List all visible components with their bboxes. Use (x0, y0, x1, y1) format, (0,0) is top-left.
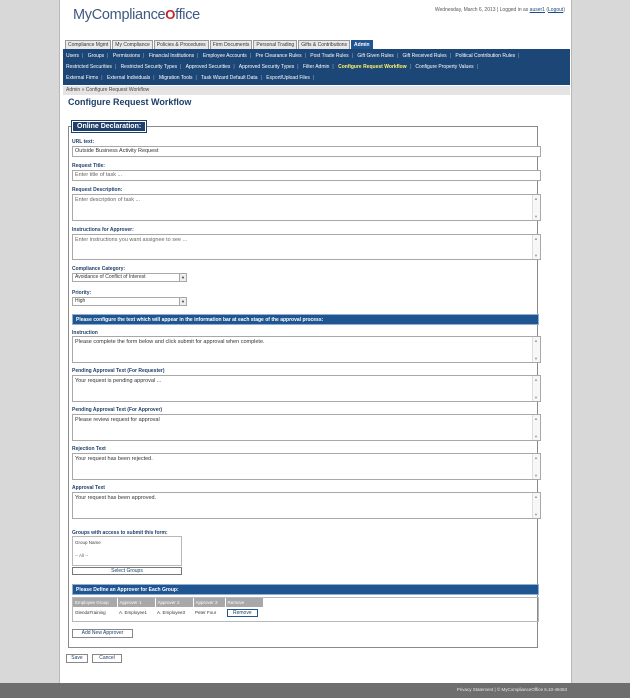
nav-gift-received-rules[interactable]: Gift Received Rules (402, 53, 447, 59)
textarea-scrollbar[interactable] (532, 337, 540, 362)
pending-approver-text: Please review request for approval (75, 417, 160, 423)
instruction-textarea[interactable] (72, 336, 541, 363)
breadcrumb-separator: » (81, 87, 85, 93)
nav-separator: | (312, 75, 315, 81)
pending-approver-label: Pending Approval Text (For Approver) (72, 407, 163, 413)
priority-select[interactable] (72, 297, 187, 306)
nav-separator: | (101, 75, 103, 81)
breadcrumb-current: Configure Request Workflow (85, 87, 150, 93)
nav-task-wizard-default-data[interactable]: Task Wizard Default Data (201, 75, 258, 81)
save-button[interactable]: Save (66, 654, 88, 663)
logo-check-icon: O (165, 7, 176, 22)
privacy-statement-link[interactable]: Privacy Statement (456, 687, 494, 692)
nav-configure-property-values[interactable]: Configure Property Values (415, 64, 474, 70)
nav-restricted-securities[interactable]: Restricted Securities (66, 64, 112, 70)
user-link[interactable]: auser1 (529, 7, 545, 13)
scroll-up-icon[interactable]: ▲ (534, 416, 538, 421)
nav-separator: | (195, 75, 197, 81)
cell-employee-group: GlendaTraining (75, 610, 106, 615)
url-text-label: URL text: (72, 139, 95, 145)
scroll-up-icon[interactable]: ▲ (534, 338, 538, 343)
nav-separator: | (197, 53, 199, 59)
nav-separator: | (518, 53, 520, 59)
page-container (59, 0, 572, 683)
approver-bar-heading: Please Define an Approver for Each Group: (72, 584, 539, 595)
tab-policies-procedures[interactable]: Policies & Procedures (154, 40, 209, 49)
nav-restricted-security-types[interactable]: Restricted Security Types (120, 64, 178, 70)
nav-separator: | (114, 64, 117, 70)
copyright: © MyComplianceOffice 6.10-49453 (496, 687, 567, 692)
nav-permissions[interactable]: Permissions (112, 53, 141, 59)
compliance-category-value: Avoidance of Conflict of Interest (75, 274, 146, 280)
rejection-label: Rejection Text (72, 446, 106, 452)
groups-access-label: Groups with access to submit this form: (72, 530, 168, 536)
url-text-input[interactable]: Outside Business Activity Request (72, 146, 541, 157)
nav-separator: | (351, 53, 353, 59)
textarea-scrollbar[interactable] (532, 454, 540, 479)
textarea-scrollbar[interactable] (532, 376, 540, 401)
approver-header-row (73, 598, 263, 607)
sub-nav-row-3 (66, 73, 567, 84)
col-remove: Remove (225, 598, 263, 607)
request-description-label: Request Description: (72, 187, 123, 193)
scroll-down-icon[interactable]: ▼ (534, 434, 538, 439)
page-title: Configure Request Workflow (68, 97, 192, 107)
sub-nav-row-1 (66, 51, 567, 62)
nav-post-trade-rules[interactable]: Post Trade Rules (310, 53, 349, 59)
textarea-scrollbar[interactable] (532, 415, 540, 440)
scroll-up-icon[interactable]: ▲ (534, 494, 538, 499)
instructions-approver-label: Instructions for Approver: (72, 227, 134, 233)
logout-link[interactable]: Logout (548, 7, 564, 13)
approval-label: Approval Text (72, 485, 105, 491)
textarea-scrollbar[interactable] (532, 235, 540, 259)
nav-separator: | (180, 64, 182, 70)
current-date: Wednesday, March 6, 2013 (434, 7, 496, 13)
select-groups-button[interactable]: Select Groups (72, 567, 182, 575)
nav-employee-accounts[interactable]: Employee Accounts (202, 53, 247, 59)
pending-approver-textarea[interactable] (72, 414, 541, 441)
cancel-button[interactable]: Cancel (92, 654, 122, 663)
chevron-down-icon[interactable]: ▼ (179, 274, 186, 281)
scroll-up-icon[interactable]: ▲ (534, 377, 538, 382)
tab-personal-trading[interactable]: Personal Trading (253, 40, 297, 49)
nav-export-upload-files[interactable]: Export/Upload Files (266, 75, 310, 81)
pending-requester-textarea[interactable] (72, 375, 541, 402)
scroll-up-icon[interactable]: ▲ (534, 196, 538, 201)
nav-separator: | (143, 53, 145, 59)
cell-approver-1: A. Employee1 (119, 610, 148, 615)
panel-legend: Online Declaration: (72, 121, 146, 132)
cell-remove (225, 607, 263, 618)
remove-button[interactable]: Remove (227, 609, 258, 617)
online-declaration-panel (68, 123, 538, 648)
breadcrumb-root[interactable]: Admin (66, 87, 81, 93)
tab-firm-documents[interactable]: Firm Documents (210, 40, 253, 49)
nav-approved-securities[interactable]: Approved Securities (185, 64, 231, 70)
scroll-up-icon[interactable]: ▲ (534, 455, 538, 460)
nav-separator: | (233, 64, 235, 70)
logo (73, 7, 200, 23)
breadcrumb (63, 86, 570, 95)
nav-migration-tools[interactable]: Migration Tools (159, 75, 193, 81)
nav-separator: | (297, 64, 299, 70)
request-title-input[interactable]: Enter title of task ... (72, 170, 541, 181)
nav-separator: | (396, 53, 399, 59)
groups-list (72, 536, 182, 566)
rejection-textarea[interactable] (72, 453, 541, 480)
priority-label: Priority: (72, 290, 92, 296)
instructions-approver-textarea[interactable] (72, 234, 541, 260)
footer-separator: | (494, 687, 496, 692)
approval-text: Your request has been approved. (75, 495, 157, 501)
tab-my-compliance[interactable]: My Compliance (112, 40, 152, 49)
add-new-approver-button[interactable]: Add New Approver (72, 629, 133, 638)
scroll-down-icon[interactable]: ▼ (534, 356, 538, 361)
tab-admin[interactable]: Admin (351, 40, 373, 49)
scroll-up-icon[interactable]: ▲ (534, 236, 538, 241)
user-info: Wednesday, March 6, 2013 | Logged in as auser1 (Logout) (434, 7, 565, 13)
nav-separator: | (409, 64, 411, 70)
footer-text (457, 687, 567, 692)
compliance-category-select[interactable] (72, 273, 187, 282)
nav-pre-clearance-rules[interactable]: Pre Clearance Rules (255, 53, 302, 59)
instructions-approver-placeholder: Enter instructions you want assignee to see ... (75, 237, 188, 243)
nav-configure-request-workflow[interactable]: Configure Request Workflow (338, 64, 407, 70)
nav-external-individuals[interactable]: External Individuals (106, 75, 151, 81)
nav-groups[interactable]: Groups (87, 53, 105, 59)
nav-approved-security-types[interactable]: Approved Security Types (238, 64, 295, 70)
group-name-value[interactable]: -- All -- (75, 553, 89, 558)
pending-requester-label: Pending Approval Text (For Requester) (72, 368, 165, 374)
rejection-text: Your request has been rejected. (75, 456, 153, 462)
main-tabs (65, 40, 374, 49)
group-name-header: Group Name (75, 540, 101, 545)
table-row (73, 607, 263, 618)
col-approver-2: Approver 2 (155, 598, 193, 607)
nav-separator: | (476, 64, 478, 70)
nav-external-firms[interactable]: External Firms (66, 75, 99, 81)
info-bar-heading: Please configure the text which will appear in the information bar at each stage of the approval process: (72, 314, 539, 325)
scroll-down-icon[interactable]: ▼ (534, 473, 538, 478)
request-description-textarea[interactable] (72, 194, 541, 221)
logo-text: MyComplianceOffice (73, 7, 200, 23)
textarea-scrollbar[interactable] (532, 493, 540, 518)
request-description-placeholder: Enter description of task ... (75, 197, 141, 203)
nav-separator: | (107, 53, 109, 59)
scroll-down-icon[interactable]: ▼ (534, 395, 538, 400)
col-approver-3: Approver 3 (193, 598, 225, 607)
footer (0, 683, 630, 698)
col-employee-group: Employee Group (73, 598, 117, 607)
nav-separator: | (304, 53, 306, 59)
nav-financial-institutions[interactable]: Financial Institutions (148, 53, 195, 59)
nav-separator: | (260, 75, 262, 81)
pending-requester-text: Your request is pending approval ... (75, 378, 162, 384)
nav-separator: | (449, 53, 451, 59)
textarea-scrollbar[interactable] (532, 195, 540, 220)
sub-nav-row-2 (66, 62, 567, 73)
request-title-label: Request Title: (72, 163, 105, 169)
tab-compliance-mgmt[interactable]: Compliance Mgmt (65, 40, 111, 49)
tab-gifts-contributions[interactable]: Gifts & Contributions (298, 40, 350, 49)
instruction-text: Please complete the form below and click submit for approval when complete. (75, 339, 265, 345)
scroll-down-icon[interactable]: ▼ (534, 214, 538, 219)
priority-value: High (75, 298, 86, 304)
scroll-down-icon[interactable]: ▼ (534, 253, 538, 258)
cell-approver-3: Peter Four (195, 610, 217, 615)
nav-separator: | (153, 75, 155, 81)
cell-approver-2: A. Employee3 (157, 610, 186, 615)
nav-gift-given-rules[interactable]: Gift Given Rules (357, 53, 394, 59)
nav-separator: | (332, 64, 334, 70)
nav-separator: | (82, 53, 84, 59)
admin-sub-nav (63, 49, 570, 85)
logged-in-label: Logged in as (499, 7, 529, 13)
chevron-down-icon[interactable]: ▼ (179, 298, 186, 305)
nav-filter-admin[interactable]: Filter Admin (303, 64, 330, 70)
scroll-down-icon[interactable]: ▼ (534, 512, 538, 517)
col-approver-1: Approver 1 (117, 598, 155, 607)
nav-political-contribution-rules[interactable]: Political Contribution Rules (455, 53, 516, 59)
nav-users[interactable]: Users (66, 53, 80, 59)
compliance-category-label: Compliance Category: (72, 266, 126, 272)
approval-textarea[interactable] (72, 492, 541, 519)
approver-table (72, 597, 539, 622)
nav-separator: | (249, 53, 252, 59)
instruction-label: Instruction (72, 330, 98, 336)
